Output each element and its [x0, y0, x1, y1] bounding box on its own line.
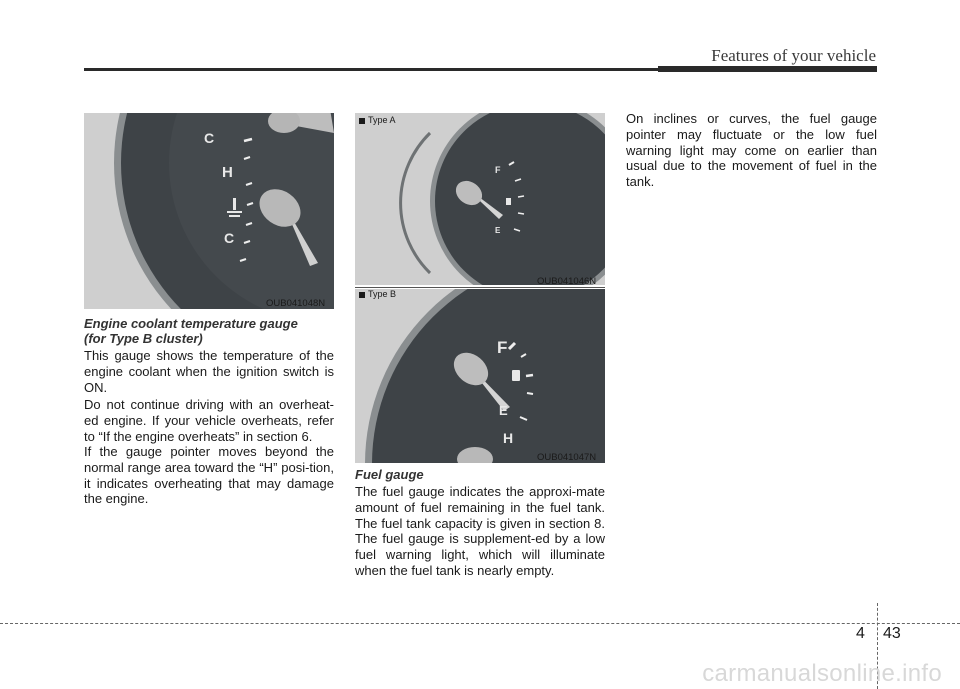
type-b-f-label: F: [497, 338, 508, 357]
bullet-square-icon: [359, 292, 365, 298]
fuel-gauge-type-b-illustration: [355, 289, 605, 463]
type-a-text: Type A: [368, 115, 396, 125]
type-a-f-label: F: [495, 165, 501, 175]
coolant-gauge-figure: [84, 113, 334, 309]
fuel-fluctuation-para: On inclines or curves, the fuel gauge pointer may fluctuate or the low fuel warning light may come on earlier than usual due to the movement of fuel in the tank.: [626, 111, 877, 190]
coolant-heading-line1: Engine coolant temperature gauge: [84, 316, 298, 331]
type-b-text: Type B: [368, 289, 397, 299]
footer-dashed-line: [0, 623, 960, 624]
coolant-para-3: If the gauge pointer moves beyond the normal range area toward the “H” posi-tion, it indicates overheating that may damage the engine.: [84, 444, 334, 507]
fuel-gauge-para-1: The fuel gauge indicates the approxi-mate amount of fuel remaining in the fuel tank. The fuel tank capacity is given in section 8. The fuel gauge is supplement-ed by a low fuel warning light, which will illuminate when the fuel tank is nearly empty.: [355, 484, 605, 578]
type-b-h-label: H: [503, 430, 514, 446]
type-a-figure-code: OUB041046N: [537, 276, 597, 287]
type-b-e-label: E: [499, 403, 508, 418]
section-number: 4: [856, 625, 865, 642]
type-a-label: [359, 115, 396, 125]
fuel-gauge-type-a-illustration: [355, 113, 605, 285]
fuel-pump-icon: [512, 370, 520, 381]
bullet-square-icon: [359, 118, 365, 124]
fuel-gauge-heading: Fuel gauge: [355, 467, 424, 482]
header-tab-bar: [658, 66, 877, 72]
type-a-e-label: E: [495, 226, 501, 235]
page-number: 43: [883, 625, 901, 642]
section-title: Features of your vehicle: [711, 46, 876, 65]
coolant-h-label: H: [222, 164, 233, 181]
fuel-gauge-type-a-figure: [355, 113, 605, 285]
watermark: carmanualsonline.info: [702, 660, 942, 687]
coolant-figure-code: OUB041048N: [266, 298, 326, 309]
type-divider: [355, 287, 605, 288]
coolant-para-1: This gauge shows the temperature of the engine coolant when the ignition switch is ON.: [84, 348, 334, 395]
coolant-c-label: C: [224, 230, 235, 246]
svg-text:C: C: [204, 130, 215, 146]
coolant-gauge-illustration: [84, 113, 334, 309]
fuel-gauge-type-b-figure: [355, 289, 605, 463]
type-b-label: [359, 289, 396, 299]
coolant-para-2: Do not continue driving with an overheat-ed engine. If your vehicle overheats, refer to “If the engine overheats” in section 6.: [84, 397, 334, 444]
type-b-figure-code: OUB041047N: [537, 452, 597, 463]
coolant-gauge-heading: [84, 316, 334, 346]
coolant-heading-line2: (for Type B cluster): [84, 331, 203, 346]
fuel-pump-icon: [506, 198, 511, 205]
